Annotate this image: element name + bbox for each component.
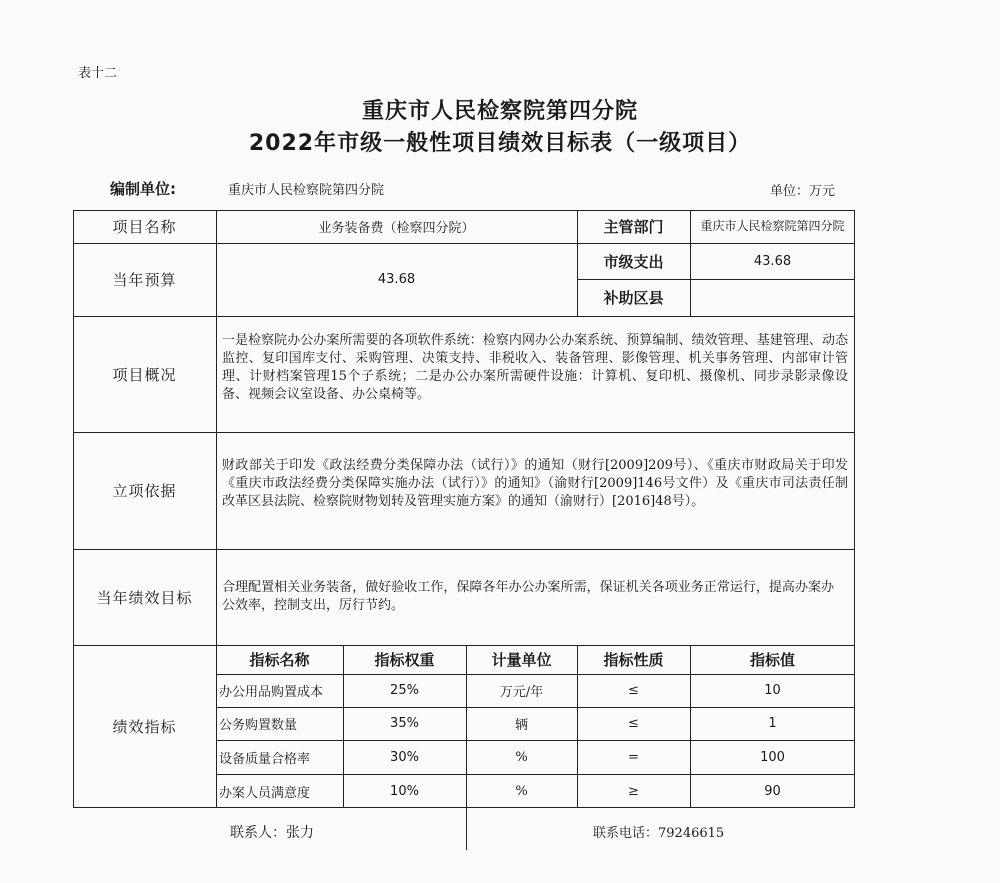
budget-label: 当年预算	[112, 271, 177, 289]
goal-text: 合理配置相关业务装备，做好验收工作，保障各年办公办案所需，保证机关各项业务正常运行，提高办案办公效率，控制支出，厉行节约。	[222, 580, 834, 613]
document-title-line2: 2022年市级一般性项目绩效目标表（一级项目）	[248, 131, 752, 156]
basis-text: 财政部关于印发《政法经费分类保障办法（试行）》的通知（财行[2009]209号）、《重庆市财政局关于印发《重庆市政法经费分类保障实施办法（试行）》的通知》（渝财行[2009]146号文件）及《重庆市司法责任制改革区县法院、检察院财物划转及管理实施方案》的通知（渝财行）[2016]48号）。	[222, 458, 848, 509]
table-row-name: 设备质量合格率	[219, 751, 311, 767]
subsidy-label: 补助区县	[603, 289, 664, 307]
org-label: 编制单位:	[110, 180, 176, 198]
table-row-unit: 万元/年	[499, 685, 544, 700]
table-row-nature: ≥	[628, 783, 639, 799]
project-name-label: 项目名称	[112, 218, 177, 236]
table-row-weight: 10%	[390, 783, 419, 799]
budget-value: 43.68	[377, 272, 416, 287]
table-row-value: 90	[764, 783, 781, 799]
table-row-weight: 25%	[390, 683, 419, 698]
goal-label: 当年绩效目标	[96, 588, 193, 607]
table-number: 表十二	[78, 66, 118, 81]
table-row-value: 100	[760, 749, 785, 765]
table-row-name: 办公用品购置成本	[219, 685, 324, 700]
table-row-name: 办案人员满意度	[219, 785, 311, 801]
subsidy-value	[690, 279, 855, 316]
basis-label: 立项依据	[112, 482, 177, 500]
table-row-weight: 35%	[390, 716, 419, 731]
city-expense-value: 43.68	[753, 253, 792, 269]
table-row-nature: =	[628, 749, 639, 765]
contact-person: 联系人：张力	[230, 825, 314, 841]
table-row-name: 公务购置数量	[219, 718, 298, 733]
table-row-nature: ≤	[628, 716, 639, 731]
unit-label: 单位：万元	[770, 184, 836, 199]
dept-value: 重庆市人民检察院第四分院	[700, 219, 845, 233]
document-title-line1: 重庆市人民检察院第四分院	[361, 99, 638, 124]
overview-text: 一是检察院办公办案所需要的各项软件系统：检察内网办公办案系统、预算编制、绩效管理、基建管理、动态监控、复印国库支付、采购管理、决策支持、非税收入、装备管理、影像管理、机关事务管理、内部审计管理、计财档案管理15个子系统；二是办公办案所需硬件设施：计算机、复印机、摄像机、同步录影录像设备、视频会议室设备、办公桌椅等。	[222, 333, 848, 402]
city-expense-label: 市级支出	[603, 252, 664, 271]
footer-divider	[466, 808, 467, 850]
table-row-value: 1	[768, 716, 777, 731]
org-value: 重庆市人民检察院第四分院	[228, 183, 385, 198]
project-name-value: 业务装备费（检察四分院）	[318, 221, 475, 236]
indicator-header-weight: 指标权重	[374, 651, 435, 669]
contact-phone: 联系电话：79246615	[593, 826, 725, 841]
indicator-header-unit: 计量单位	[491, 651, 552, 669]
dept-label: 主管部门	[603, 218, 664, 236]
table-row-value: 10	[764, 683, 781, 698]
indicator-header-name: 指标名称	[249, 651, 310, 669]
indicator-header-value: 指标值	[749, 651, 795, 669]
table-row-unit: 辆	[514, 718, 528, 733]
indicators-label: 绩效指标	[112, 718, 177, 736]
indicator-header-nature: 指标性质	[603, 651, 664, 669]
table-row-unit: %	[515, 783, 528, 799]
table-row-unit: %	[515, 749, 528, 765]
overview-label: 项目概况	[112, 365, 177, 384]
table-row-nature: ≤	[628, 683, 639, 698]
table-row-weight: 30%	[390, 749, 419, 765]
